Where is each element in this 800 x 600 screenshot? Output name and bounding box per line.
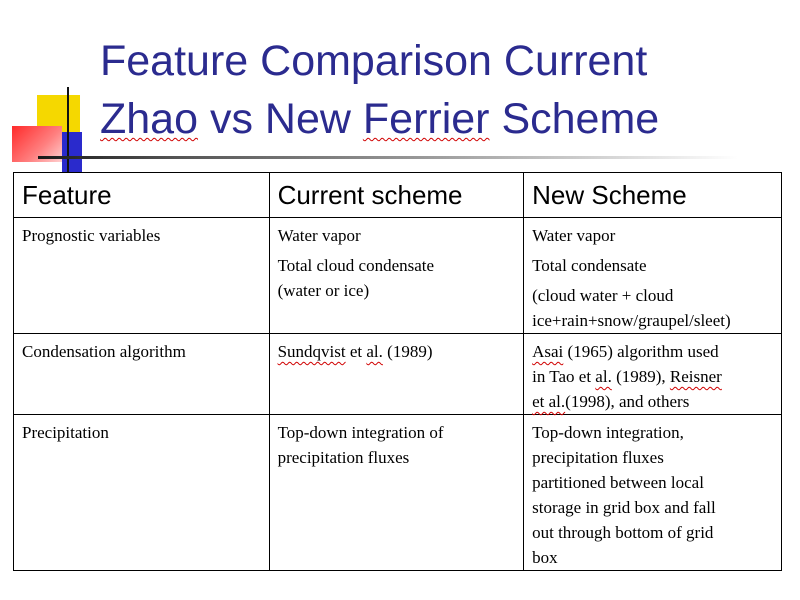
current-cell [269,334,524,415]
cell-line: ice+rain+snow/graupel/sleet) [532,311,731,330]
cell-line: Total condensate [532,256,647,275]
cell-line: Top-down integration of [277,423,444,442]
table-header-row [14,173,782,218]
feature-cell: Precipitation [14,415,270,571]
title-underline-rule [38,156,738,159]
cell-line [532,389,773,414]
new-cell [524,334,782,415]
decor-vertical-line [67,87,69,172]
cell-line: box [532,548,558,567]
cell-line: storage in grid box and fall [532,498,716,517]
title-word-vs-new: vs New [198,95,363,143]
new-cell [524,218,782,334]
cell-line [532,364,773,389]
slide-title [100,32,780,148]
table-row [14,415,782,571]
title-word-ferrier: Ferrier [362,95,490,143]
cell-text: (1989) [382,342,433,361]
comparison-table [13,172,782,571]
cell-text: Sundqvist [277,342,346,361]
table-row [14,218,782,334]
cell-line: Total cloud condensate [277,256,435,275]
title-word-zhao: Zhao [100,95,199,143]
cell-text: et al. [532,392,566,411]
current-cell [269,415,524,571]
cell-line: Water vapor [532,226,616,245]
header-current-scheme: Current scheme [269,173,524,218]
header-feature: Feature [14,173,270,218]
feature-cell: Condensation algorithm [14,334,270,415]
cell-line: Top-down integration, [532,423,684,442]
cell-line: (water or ice) [277,281,370,300]
feature-cell: Prognostic variables [14,218,270,334]
cell-text: (1998), and others [565,392,690,411]
cell-line: (cloud water + cloud [532,286,674,305]
cell-line: precipitation fluxes [532,448,664,467]
cell-text: (1989), [611,367,670,386]
new-cell [524,415,782,571]
cell-text: (1965) algorithm used [563,342,719,361]
table-row [14,334,782,415]
cell-text: al. [595,367,612,386]
cell-text: al. [366,342,383,361]
cell-text: Reisner [669,367,722,386]
cell-line: partitioned between local [532,473,704,492]
cell-text: et [345,342,367,361]
cell-line: out through bottom of grid [532,523,714,542]
decor-blue-square [62,132,82,172]
cell-line [532,339,773,364]
cell-text: in Tao et [532,367,596,386]
title-line-2 [100,90,780,148]
cell-line: Water vapor [277,226,361,245]
current-cell [269,218,524,334]
title-word-scheme: Scheme [489,95,660,143]
cell-text: Asai [532,342,564,361]
cell-line: precipitation fluxes [277,448,410,467]
header-new-scheme: New Scheme [524,173,782,218]
title-line-1: Feature Comparison Current [100,37,648,85]
